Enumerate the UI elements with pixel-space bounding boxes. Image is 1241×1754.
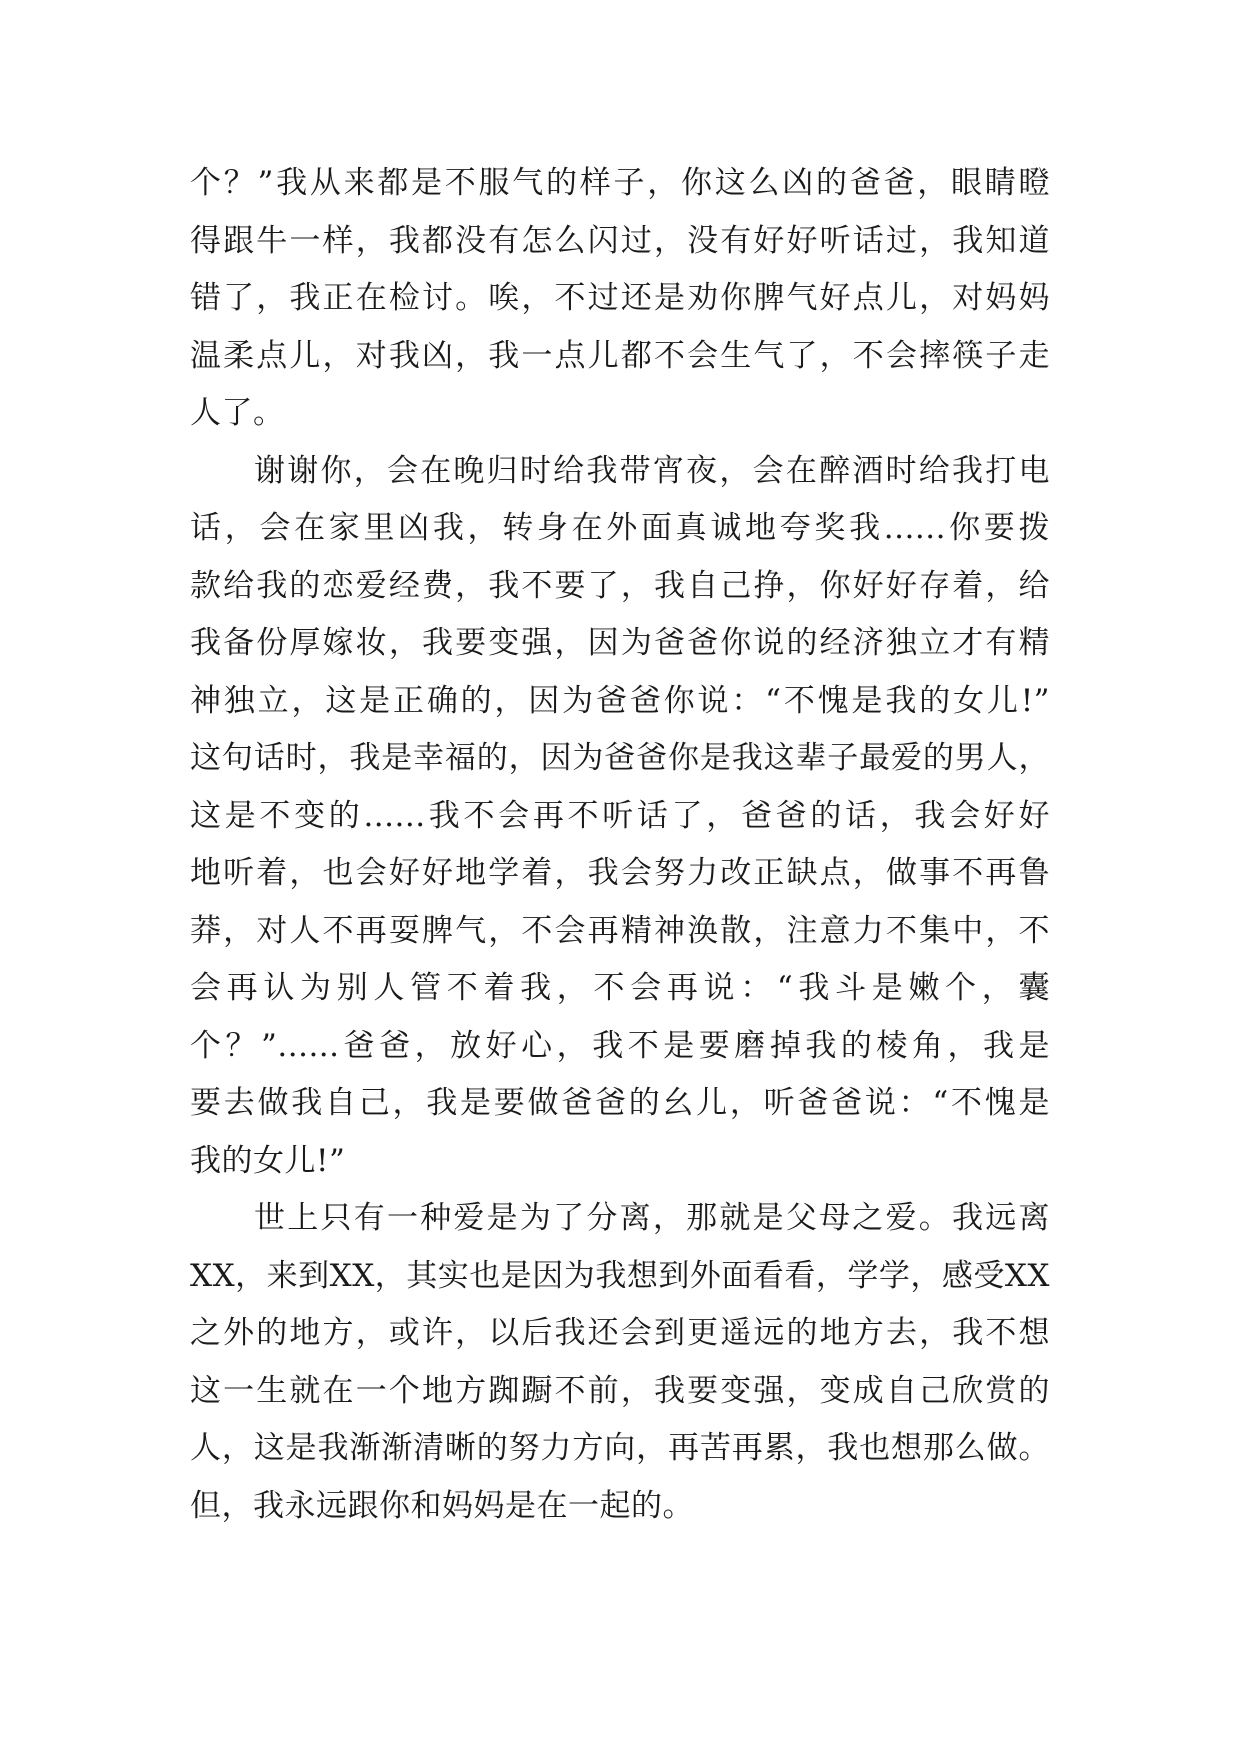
text-line: 得跟牛一样，我都没有怎么闪过，没有好好听话过，我知道	[190, 222, 1050, 259]
text-line: 话，会在家里凶我，转身在外面真诚地夸奖我......你要拨	[190, 510, 1050, 546]
text-line: 之外的地方，或许，以后我还会到更遥远的地方去，我不想	[190, 1315, 1050, 1351]
body-text	[190, 155, 1050, 1535]
text-line: 人，这是我渐渐清晰的努力方向，再苦再累，我也想那么做。	[190, 1430, 1050, 1466]
text-line: 人了。	[190, 395, 285, 431]
text-line: 个？”我从来都是不服气的样子，你这么凶的爸爸，眼睛瞪	[190, 165, 1050, 201]
text-line: 世上只有一种爱是为了分离，那就是父母之爱。我远离	[254, 1200, 1050, 1236]
text-line: 这是不变的......我不会再不听话了，爸爸的话，我会好好	[190, 797, 1050, 834]
text-line: 温柔点儿，对我凶，我一点儿都不会生气了，不会摔筷子走	[190, 337, 1050, 374]
text-line: 要去做我自己，我是要做爸爸的幺儿，听爸爸说：“不愧是	[190, 1085, 1050, 1121]
text-line: 款给我的恋爱经费，我不要了，我自己挣，你好好存着，给	[190, 567, 1050, 604]
text-line: 我的女儿!”	[190, 1142, 346, 1179]
text-line: 这句话时，我是幸福的，因为爸爸你是我这辈子最爱的男人，	[190, 740, 1050, 776]
text-line: 谢谢你，会在晚归时给我带宵夜，会在醉酒时给我打电	[254, 452, 1050, 489]
text-line: 会再认为别人管不着我，不会再说：“我斗是嫩个，囊	[190, 970, 1050, 1006]
text-line: 我备份厚嫁妆，我要变强，因为爸爸你说的经济独立才有精	[190, 625, 1050, 661]
text-line: 神独立，这是正确的，因为爸爸你说：“不愧是我的女儿!”	[190, 682, 1050, 719]
text-line: 地听着，也会好好地学着，我会努力改正缺点，做事不再鲁	[190, 855, 1050, 891]
text-line: 但，我永远跟你和妈妈是在一起的。	[190, 1487, 694, 1524]
text-line: 个？”......爸爸，放好心，我不是要磨掉我的棱角，我是	[190, 1027, 1050, 1064]
text-line: 这一生就在一个地方踟蹰不前，我要变强，变成自己欣赏的	[190, 1372, 1050, 1409]
text-line: 莽，对人不再耍脾气，不会再精神涣散，注意力不集中，不	[190, 912, 1050, 949]
text-line: XX，来到XX，其实也是因为我想到外面看看，学学，感受XX	[190, 1257, 1050, 1294]
text-line: 错了，我正在检讨。唉，不过还是劝你脾气好点儿，对妈妈	[190, 280, 1050, 316]
